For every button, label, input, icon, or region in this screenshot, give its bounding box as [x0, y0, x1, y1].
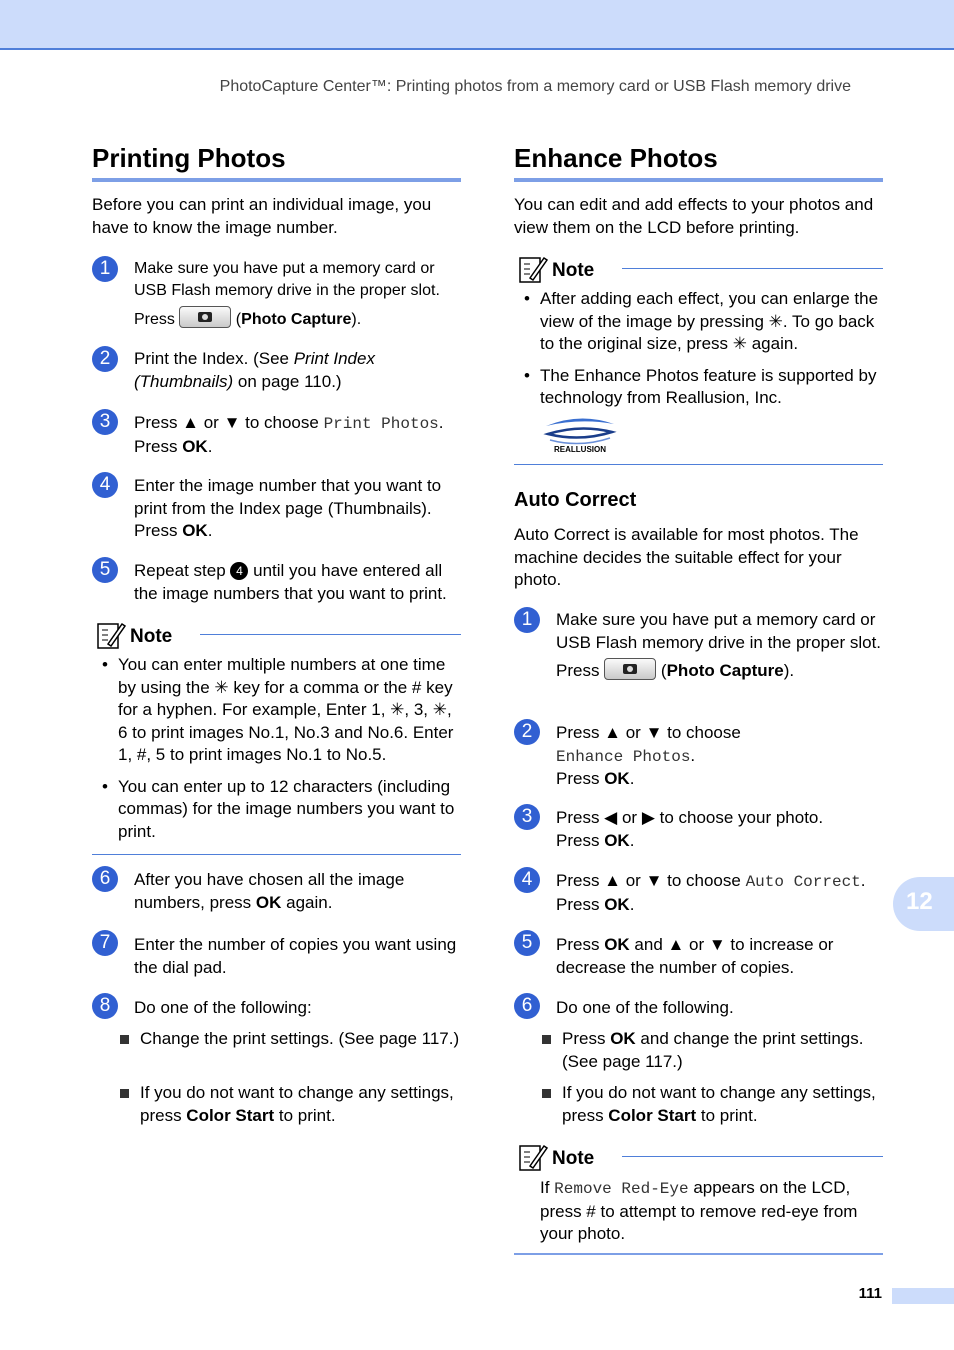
option-item: If you do not want to change any settings, press Color Start to print. — [120, 1082, 480, 1127]
step-6-text: Do one of the following. — [556, 998, 734, 1017]
reallusion-logo — [540, 412, 620, 456]
step-3-post: . — [438, 413, 444, 432]
press-label: Press — [134, 436, 183, 456]
option-item: Change the print settings. (See page 117.) — [120, 1028, 480, 1051]
step-number-4: 4 — [514, 867, 540, 893]
note-pencil-icon — [518, 254, 548, 284]
step-number-3: 3 — [92, 409, 118, 435]
note-rule — [622, 268, 883, 269]
option-item: If you do not want to change any settings, press Color Start to print. — [542, 1082, 902, 1127]
note-end-rule — [514, 464, 883, 465]
press-label: Press — [556, 769, 605, 788]
step-number-7: 7 — [92, 930, 118, 956]
step-number-2: 2 — [514, 719, 540, 745]
logo-text: REALLUSION — [554, 445, 606, 454]
step-number-8: 8 — [92, 993, 118, 1019]
step-number-5: 5 — [514, 930, 540, 956]
title-underline — [92, 178, 461, 182]
note-bullet: • After adding each effect, you can enlarge the view of the image by pressing ✳. To go back to the original size, press ✳ again. — [524, 289, 879, 353]
note-header — [518, 1142, 883, 1176]
ok-key: OK — [182, 436, 208, 456]
photo-capture-key — [179, 306, 231, 328]
auto-correct-intro: Auto Correct is available for most photos. The machine decides the suitable effect for your photo. — [514, 525, 859, 589]
square-bullet-icon — [120, 1035, 129, 1044]
intro-paragraph: You can edit and add effects to your photos and view them on the LCD before printing. — [514, 195, 874, 237]
step-2-text: Press ▲ or ▼ to choose Enhance Photos. Press OK. — [556, 723, 741, 788]
title-underline — [514, 178, 883, 182]
step-1-text — [556, 609, 886, 683]
press-label: Press — [134, 311, 175, 328]
step-2-pre: Print the Index. (See — [134, 349, 294, 368]
logo-row — [514, 412, 883, 458]
step-1-press-line: Press (Photo Capture). — [556, 658, 886, 683]
lcd-option: Enhance Photos — [556, 747, 691, 766]
camera-icon — [623, 664, 637, 674]
note-label: Note — [552, 1148, 595, 1169]
lcd-option: Auto Correct — [745, 873, 861, 891]
note-bullet: • You can enter up to 12 characters (including commas) for the image numbers you want to print. — [102, 776, 455, 841]
step-number-1: 1 — [514, 607, 540, 633]
step-5-pre: Repeat step — [134, 561, 231, 580]
ok-key: OK — [610, 1029, 636, 1048]
color-start-key: Color Start — [186, 1105, 275, 1125]
top-banner — [0, 0, 954, 50]
chapter-tab — [893, 877, 954, 931]
photo-capture-key — [604, 658, 656, 680]
step-3-text: Press ◀ or ▶ to choose your photo. Press OK. — [556, 808, 824, 850]
ok-key: OK — [604, 894, 630, 914]
note-pencil-icon — [96, 620, 126, 650]
note-pencil-icon — [518, 1142, 548, 1172]
note-end-rule — [514, 1253, 883, 1255]
step-number-4: 4 — [92, 472, 118, 498]
intro-paragraph: Before you can print an individual image, you have to know the image number. — [92, 195, 432, 237]
section-title-enhance-photos: Enhance Photos — [514, 143, 718, 173]
step-4-text: Press ▲ or ▼ to choose Auto Correct. Press OK. — [556, 871, 866, 914]
step-1-line: Make sure you have put a memory card or USB Flash memory drive in the proper slot. — [556, 610, 882, 652]
press-label: Press — [556, 830, 605, 850]
step-4-text: Enter the image number that you want to print from the Index page (Thumbnails). Press OK. — [134, 476, 442, 540]
step-5-post: until you have entered all the image numbers that you want to print. — [134, 561, 447, 603]
note-bullets — [102, 654, 462, 852]
step-8-text: Do one of the following: — [134, 998, 312, 1017]
step-2-ref: Print Index (Thumbnails) — [134, 349, 375, 391]
page-number-bar — [892, 1288, 954, 1304]
note-bullet: • The Enhance Photos feature is supported by technology from Reallusion, Inc. — [524, 365, 877, 407]
step-number-3: 3 — [514, 804, 540, 830]
color-start-key: Color Start — [608, 1105, 697, 1125]
note-label: Note — [130, 626, 173, 647]
note-header — [96, 620, 461, 654]
ok-key: OK — [255, 892, 282, 912]
step-number-2: 2 — [92, 346, 118, 372]
subsection-title-auto-correct: Auto Correct — [514, 489, 637, 511]
note-rule — [200, 634, 461, 635]
step-ref-4: 4 — [230, 562, 248, 580]
running-header: PhotoCapture Center™: Printing photos from a memory card or USB Flash memory drive — [219, 78, 851, 95]
photo-capture-label: Photo Capture — [666, 661, 784, 680]
note-text: If Remove Red-Eye appears on the LCD, press # to attempt to remove red-eye from your photo. — [540, 1178, 858, 1243]
step-2-post: on page 110.) — [233, 371, 342, 391]
step-number-6: 6 — [92, 866, 118, 892]
step-2-text — [134, 348, 464, 393]
step-4-body: Enter the image number that you want to print from the Index page (Thumbnails). — [134, 476, 442, 518]
square-bullet-icon — [120, 1089, 129, 1098]
note-rule — [622, 1156, 883, 1157]
ok-key: OK — [604, 830, 630, 850]
option-item: Press OK and change the print settings. (See page 117.) — [542, 1028, 902, 1073]
ok-key: OK — [604, 769, 630, 788]
note-end-rule — [92, 854, 461, 855]
photo-capture-label: Photo Capture — [241, 311, 352, 328]
note-bullets — [524, 288, 884, 419]
step-5-text: Press OK and ▲ or ▼ to increase or decrease the number of copies. — [556, 935, 834, 977]
camera-icon — [198, 312, 212, 322]
step-1-line: Make sure you have put a memory card or USB Flash memory drive in the proper slot. — [134, 260, 440, 299]
step-6-text: After you have chosen all the image numbers, press OK again. — [134, 870, 405, 912]
step-3-text: Press ▲ or ▼ to choose Print Photos. Press OK. — [134, 413, 444, 456]
step-3-pre: Press ▲ or ▼ to choose — [134, 413, 324, 432]
square-bullet-icon — [542, 1089, 551, 1098]
lcd-message: Remove Red-Eye — [554, 1180, 689, 1198]
press-label: Press — [134, 521, 183, 540]
ok-key: OK — [604, 935, 630, 954]
step-number-1: 1 — [92, 256, 118, 282]
step-number-6: 6 — [514, 993, 540, 1019]
lcd-option: Print Photos — [323, 415, 439, 433]
step-1-press-line: Press (Photo Capture). — [134, 306, 464, 331]
ok-key: OK — [182, 521, 208, 540]
step-1-text — [134, 258, 464, 331]
step-5-text — [134, 560, 464, 605]
page-number: 111 — [858, 1285, 882, 1302]
note-header — [518, 254, 883, 288]
note-label: Note — [552, 260, 595, 281]
press-label: Press — [556, 661, 600, 680]
press-label: Press — [556, 894, 605, 914]
step-7-text: Enter the number of copies you want using the dial pad. — [134, 935, 457, 977]
note-bullet: • You can enter multiple numbers at one time by using the ✳ key for a comma or the # key for a hyphen. For example, Enter 1, ✳, 3, ✳, 6 to print images No.1, No.3 and No.6. Enter 1, #, 5 to print images No.1 to No.5. — [102, 655, 454, 764]
section-title-printing-photos: Printing Photos — [92, 143, 286, 173]
step-number-5: 5 — [92, 557, 118, 583]
chapter-number: 12 — [906, 888, 933, 915]
square-bullet-icon — [542, 1035, 551, 1044]
